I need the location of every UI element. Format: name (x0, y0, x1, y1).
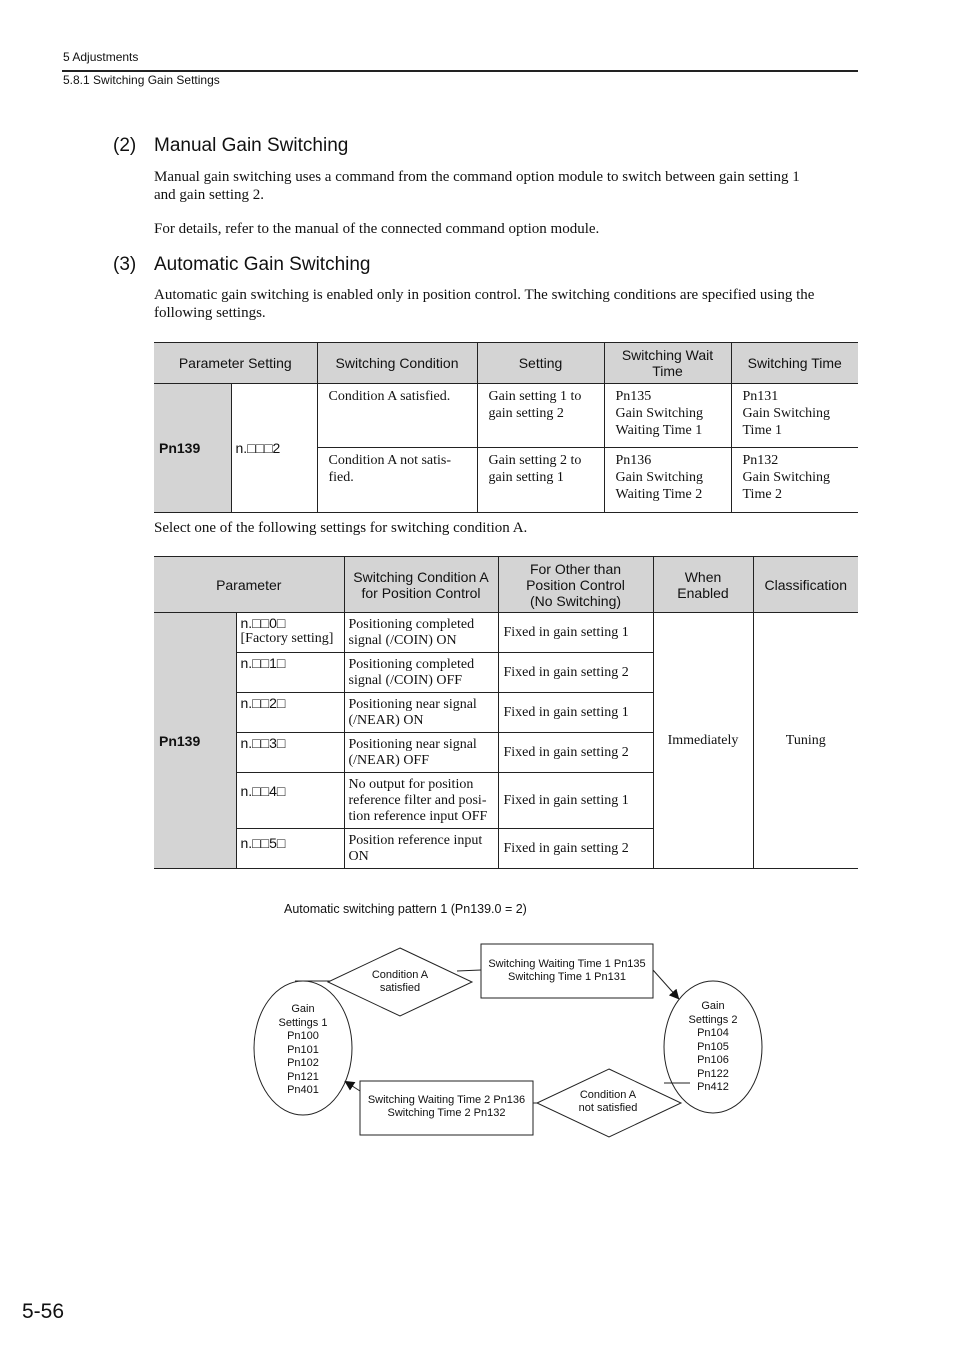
t1-row1-time-l2: Gain Switching (742, 406, 830, 421)
t2-header-other-l3: (No Switching) (529, 592, 622, 609)
t1-row2-condition-l2: fied. (328, 470, 354, 485)
switching-time-1-label (481, 958, 653, 984)
gain1-l0: Gain (291, 1003, 315, 1015)
t2-row5-cond-l2: reference filter and posi- (348, 792, 487, 808)
box1-l1: Switching Waiting Time 1 Pn135 (488, 958, 646, 970)
t2-row1-cond-l1: Positioning completed (348, 616, 475, 632)
t1-row2-time-l2: Gain Switching (742, 470, 830, 485)
page-number: 5-56 (22, 1300, 65, 1323)
t1-row1-time-l1: Pn131 (742, 389, 779, 404)
t1-row2-time-l1: Pn132 (742, 453, 779, 468)
t2-row2-cond-l2: signal (/COIN) OFF (348, 672, 463, 688)
t1-header-setting: Setting (477, 343, 604, 384)
t2-header-other-l1: For Other than (529, 560, 622, 577)
gain1-l1: Settings 1 (278, 1016, 328, 1029)
gain2-l6: Pn412 (697, 1081, 729, 1093)
condition-a-satisfied-label (340, 969, 460, 995)
t2-row1-value-text: n.□□0□ (240, 615, 286, 631)
t1-row1-wait-l1: Pn135 (615, 389, 652, 404)
t1-row2-wait-l3: Waiting Time 2 (615, 487, 703, 502)
section-number-manual: (2) (113, 135, 137, 156)
t2-header-when-l1: When (684, 568, 722, 585)
t1-row2-wait-l1: Pn136 (615, 453, 652, 468)
t2-row1-value-note: [Factory setting] (240, 631, 334, 646)
t1-row2-setting-l2: gain setting 1 (488, 470, 564, 485)
t2-row6-value-text: n.□□5□ (240, 835, 286, 851)
t2-row2-cond-l1: Positioning completed (348, 656, 475, 672)
gain2-l4: Pn106 (697, 1054, 729, 1066)
gain-settings-2-label (673, 1000, 753, 1095)
t2-row3-other: Fixed in gain setting 1 (498, 693, 653, 733)
t2-row6-cond-l2: ON (348, 848, 369, 864)
box2-l2: Switching Time 2 Pn132 (387, 1107, 506, 1119)
gain2-l2: Pn104 (697, 1027, 729, 1039)
manual-para1-line1: Manual gain switching uses a command from the command option module to switch between gain setting 1 (154, 169, 800, 185)
section-title-automatic: Automatic Gain Switching (154, 254, 371, 275)
gain2-l5: Pn122 (697, 1067, 729, 1080)
t2-header-when-l2: Enabled (677, 584, 729, 601)
connector-line (457, 970, 481, 971)
condition-a-not-satisfied-label (548, 1089, 668, 1115)
t2-classification: Tuning (753, 613, 858, 869)
box2-l1: Switching Waiting Time 2 Pn136 (367, 1094, 526, 1106)
t2-header-parameter: Parameter (154, 557, 344, 613)
t1-row2-time-l3: Time 2 (742, 487, 783, 502)
manual-para1-line2: and gain setting 2. (154, 187, 264, 203)
section-number-automatic: (3) (113, 254, 137, 275)
t1-row1-wait-l2: Gain Switching (615, 406, 703, 421)
section-title-manual: Manual Gain Switching (154, 135, 349, 156)
cond-b-l2: not satisfied (578, 1102, 638, 1114)
t1-row1-condition: Condition A satisfied. (317, 384, 477, 448)
t2-row2-value-text: n.□□1□ (240, 655, 286, 671)
gain-settings-1-label (263, 1003, 343, 1098)
t2-header-classification: Classification (753, 557, 858, 613)
t2-header-condition-l2: for Position Control (361, 584, 481, 601)
running-header-section: 5.8.1 Switching Gain Settings (63, 73, 220, 87)
t2-row5-other: Fixed in gain setting 1 (498, 773, 653, 829)
manual-paragraph-2: For details, refer to the manual of the connected command option module. (154, 221, 600, 237)
gain2-l1: Settings 2 (688, 1013, 738, 1026)
t2-header-other-l2: Position Control (526, 576, 625, 593)
t2-row6-cond-l1: Position reference input (348, 832, 483, 848)
t2-row1-other: Fixed in gain setting 1 (498, 613, 653, 653)
t1-row2-setting-l1: Gain setting 2 to (488, 453, 582, 468)
t1-row1-wait-l3: Waiting Time 1 (615, 423, 703, 438)
gain1-l5: Pn121 (287, 1070, 319, 1083)
t1-row1-setting-l2: gain setting 2 (488, 406, 564, 421)
select-instruction: Select one of the following settings for switching condition A. (154, 520, 528, 536)
t2-row3-cond-l2: (/NEAR) ON (348, 712, 424, 728)
t1-header-switching-time: Switching Time (731, 343, 858, 384)
t2-row4-cond-l2: (/NEAR) OFF (348, 752, 430, 768)
automatic-para-line2: following settings. (154, 305, 266, 321)
box1-l2: Switching Time 1 Pn131 (507, 971, 626, 983)
t1-header-switching-wait-time: Switching Wait Time (604, 343, 731, 384)
t2-row4-value-text: n.□□3□ (240, 735, 286, 751)
cond-b-l1: Condition A (579, 1089, 637, 1101)
t1-header-parameter-setting: Parameter Setting (154, 343, 317, 384)
gain1-l3: Pn101 (287, 1043, 319, 1056)
gain2-l0: Gain (701, 1000, 725, 1012)
gain2-l3: Pn105 (697, 1040, 729, 1053)
t2-row5-cond-l3: tion reference input OFF (348, 808, 488, 824)
t2-row5-cond-l1: No output for position (348, 776, 474, 792)
gain1-l4: Pn102 (287, 1057, 319, 1069)
cond-a-l1: Condition A (371, 969, 429, 981)
cond-a-l2: satisfied (379, 982, 421, 994)
diagram-caption: Automatic switching pattern 1 (Pn139.0 = 2) (284, 902, 527, 916)
t1-header-switching-condition: Switching Condition (317, 343, 477, 384)
t2-row6-other: Fixed in gain setting 2 (498, 829, 653, 869)
t2-row4-cond-l1: Positioning near signal (348, 736, 477, 752)
t2-row3-cond-l1: Positioning near signal (348, 696, 477, 712)
t1-param-value: n.□□□2 (231, 384, 317, 513)
gain1-l6: Pn401 (287, 1084, 319, 1096)
t2-row2-other: Fixed in gain setting 2 (498, 653, 653, 693)
t1-row2-wait-l2: Gain Switching (615, 470, 703, 485)
t2-header-condition-l1: Switching Condition A (353, 568, 489, 585)
t1-param-pn139: Pn139 (154, 384, 231, 513)
switching-time-2-label (360, 1094, 533, 1120)
t1-row2-condition-l1: Condition A not satis- (328, 453, 452, 468)
t2-when-enabled: Immediately (653, 613, 753, 869)
arrow-to-gain-1 (346, 1082, 360, 1091)
gain1-l2: Pn100 (287, 1030, 319, 1042)
t2-row1-cond-l2: signal (/COIN) ON (348, 632, 457, 648)
t2-param-pn139: Pn139 (154, 613, 236, 869)
t1-row1-setting-l1: Gain setting 1 to (488, 389, 582, 404)
t2-row5-value-text: n.□□4□ (240, 783, 286, 799)
t2-row4-other: Fixed in gain setting 2 (498, 733, 653, 773)
t1-row1-time-l3: Time 1 (742, 423, 783, 438)
t2-row3-value-text: n.□□2□ (240, 695, 286, 711)
running-header-chapter: 5 Adjustments (63, 50, 139, 64)
arrow-to-gain-2 (653, 970, 678, 998)
automatic-para-line1: Automatic gain switching is enabled only in position control. The switching conditions are specified using the (154, 287, 815, 303)
